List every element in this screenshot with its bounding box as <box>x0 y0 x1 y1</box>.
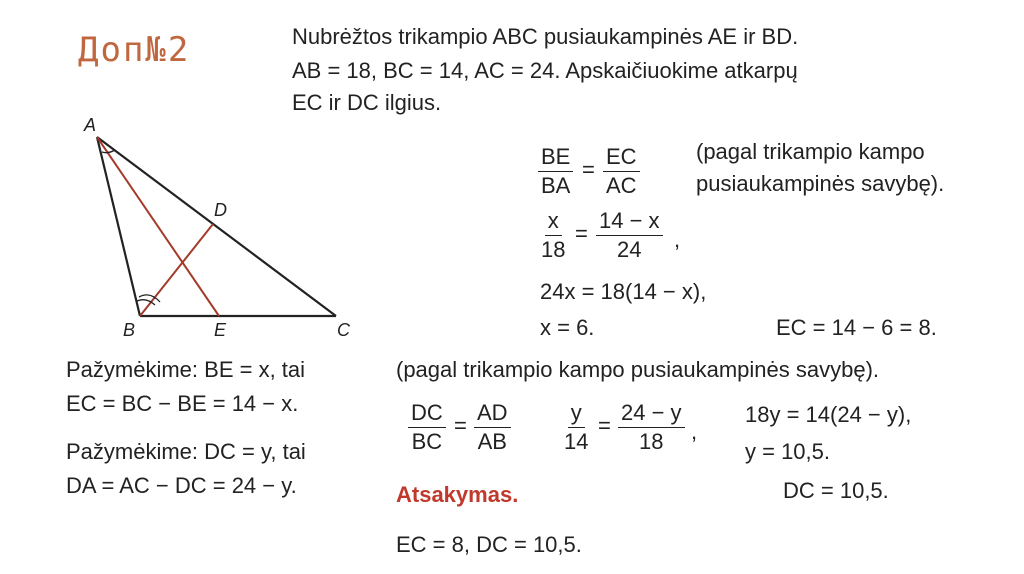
solution-x: x = 6. <box>540 315 595 340</box>
fraction-14-minus-x-24 <box>596 208 663 263</box>
equals-sign: = <box>598 413 611 438</box>
comma: , <box>674 227 681 252</box>
equals-sign: = <box>575 221 588 246</box>
triangle-figure <box>0 0 380 350</box>
fraction-be-ba <box>538 144 573 199</box>
fraction-x-18 <box>538 208 568 263</box>
note-dc-y-line-2: DA = AC − DC = 24 − y. <box>66 473 297 498</box>
fraction-denominator: BA <box>541 173 571 198</box>
vertex-label-c: C <box>337 320 350 340</box>
fraction-dc-bc <box>408 400 446 455</box>
equals-sign: = <box>454 413 467 438</box>
fraction-ad-ab <box>474 400 511 455</box>
note-be-x-line-1: Pažymėkime: BE = x, tai <box>66 357 306 382</box>
fraction-denominator: 24 <box>617 237 642 262</box>
property-note-2: (pagal trikampio kampo pusiaukampinės savybę). <box>396 357 880 382</box>
fraction-denominator: 18 <box>541 237 566 262</box>
fraction-numerator: x <box>545 208 562 236</box>
property-note-line-2: pusiaukampinės savybę). <box>696 171 945 196</box>
fraction-numerator: BE <box>538 144 573 172</box>
vertex-label-a: A <box>84 115 97 135</box>
equals-sign: = <box>582 157 595 182</box>
fraction-numerator: DC <box>408 400 446 428</box>
comma: , <box>691 419 698 444</box>
result-ec: EC = 14 − 6 = 8. <box>776 315 937 340</box>
problem-line-2: AB = 18, BC = 14, AC = 24. Apskaičiuokime atkarpų <box>292 58 798 83</box>
vertex-label-b: B <box>123 320 136 340</box>
answer-text: EC = 8, DC = 10,5. <box>396 532 582 557</box>
slide-title: Доп№2 <box>78 30 191 70</box>
bisector-ae <box>97 137 219 316</box>
problem-line-1: Nubrėžtos trikampio ABC pusiaukampinės AE ir BD. <box>292 24 799 49</box>
property-note-line-1: (pagal trikampio kampo <box>696 139 925 164</box>
equation-18y: 18y = 14(24 − y), <box>745 402 912 427</box>
solution-y: y = 10,5. <box>745 439 831 464</box>
fraction-numerator: 24 − y <box>618 400 685 428</box>
fraction-ec-ac <box>603 144 640 199</box>
fraction-denominator: AC <box>606 173 637 198</box>
vertex-label-d: D <box>214 200 227 220</box>
fraction-denominator: 18 <box>639 429 664 454</box>
answer-heading: Atsakymas. <box>396 482 519 507</box>
fraction-denominator: BC <box>411 429 443 454</box>
fraction-y-14 <box>561 400 591 455</box>
vertex-label-e: E <box>214 320 227 340</box>
result-dc: DC = 10,5. <box>783 478 889 503</box>
fraction-24-minus-y-18 <box>618 400 685 455</box>
fraction-denominator: AB <box>477 429 507 454</box>
equation-24x: 24x = 18(14 − x), <box>540 279 707 304</box>
fraction-numerator: y <box>568 400 585 428</box>
note-be-x-line-2: EC = BC − BE = 14 − x. <box>66 391 299 416</box>
fraction-denominator: 14 <box>564 429 589 454</box>
fraction-numerator: AD <box>474 400 511 428</box>
fraction-numerator: 14 − x <box>596 208 663 236</box>
angle-mark-a <box>102 150 115 153</box>
note-dc-y-line-1: Pažymėkime: DC = y, tai <box>66 439 306 464</box>
fraction-numerator: EC <box>603 144 640 172</box>
problem-line-3: EC ir DC ilgius. <box>292 90 442 115</box>
